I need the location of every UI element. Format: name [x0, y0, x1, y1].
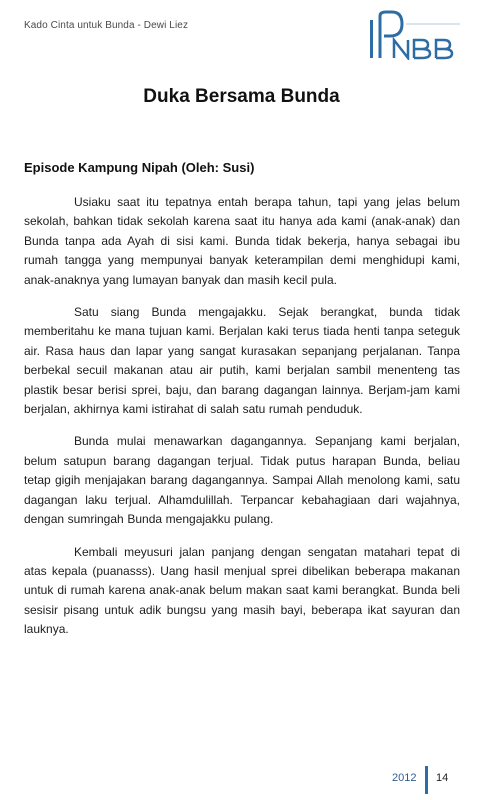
paragraph: Satu siang Bunda mengajakku. Sejak berangkat, bunda tidak memberitahu ke mana tujuan kami. Berjalan kaki terus tiada henti tanpa seteguk air. Rasa haus dan lapar yang sangat kurasakan sepanjang perjalanan. Tanpa berbekal secuil makanan atau air putih, kami berjalan sambil menenteng tas plastik besar berisi sprei, baju, dan barang dagangan lainnya. Berjam-jam kami berjalan, akhirnya kami istirahat di salah satu rumah penduduk. [24, 305, 460, 417]
paragraph: Usiaku saat itu tepatnya entah berapa tahun, tapi yang jelas belum sekolah, bahkan tidak sekolah karena saat itu hanya ada kami (anak-anak) dan Bunda tanpa ada Ayah di sisi kami. Bunda tidak bekerja, hanya sebagai ibu rumah tangga yang mempunyai banyak keterampilan demi menghidupi kami, anak-anaknya yang lumayan banyak dan masih kecil pula. [24, 195, 460, 287]
paragraph: Kembali meyusuri jalan panjang dengan sengatan matahari tepat di atas kepala (puanasss). Uang hasil menjual sprei dibelikan beberapa makanan untuk di rumah karena anak-anak belum makan saat kami berangkat. Bunda beli sesisir pisang untuk adik bungsu yang masih bayi, beberapa ikat sayuran dan lauknya. [24, 544, 460, 637]
footer-year: 2012 [392, 772, 417, 784]
story-body [24, 193, 460, 653]
episode-heading: Episode Kampung Nipah (Oleh: Susi) [24, 160, 255, 175]
footer-divider [425, 766, 428, 794]
chapter-title: Duka Bersama Bunda [143, 86, 340, 107]
pnbb-logo [368, 10, 464, 60]
paragraph: Bunda mulai menawarkan dagangannya. Sepanjang kami berjalan, belum satupun barang dagangan terjual. Tidak putus harapan Bunda, beliau tetap gigih menjajakan barang dagangannya. Sampai Allah menolong kami, satu dagangan laku terjual. Alhamdulillah. Terpancar kebahagiaan dari wajahnya, dengan sumringah Bunda mengajakku pulang. [24, 434, 460, 527]
page-number: 14 [436, 772, 449, 784]
running-header: Kado Cinta untuk Bunda - Dewi Liez [24, 20, 189, 31]
